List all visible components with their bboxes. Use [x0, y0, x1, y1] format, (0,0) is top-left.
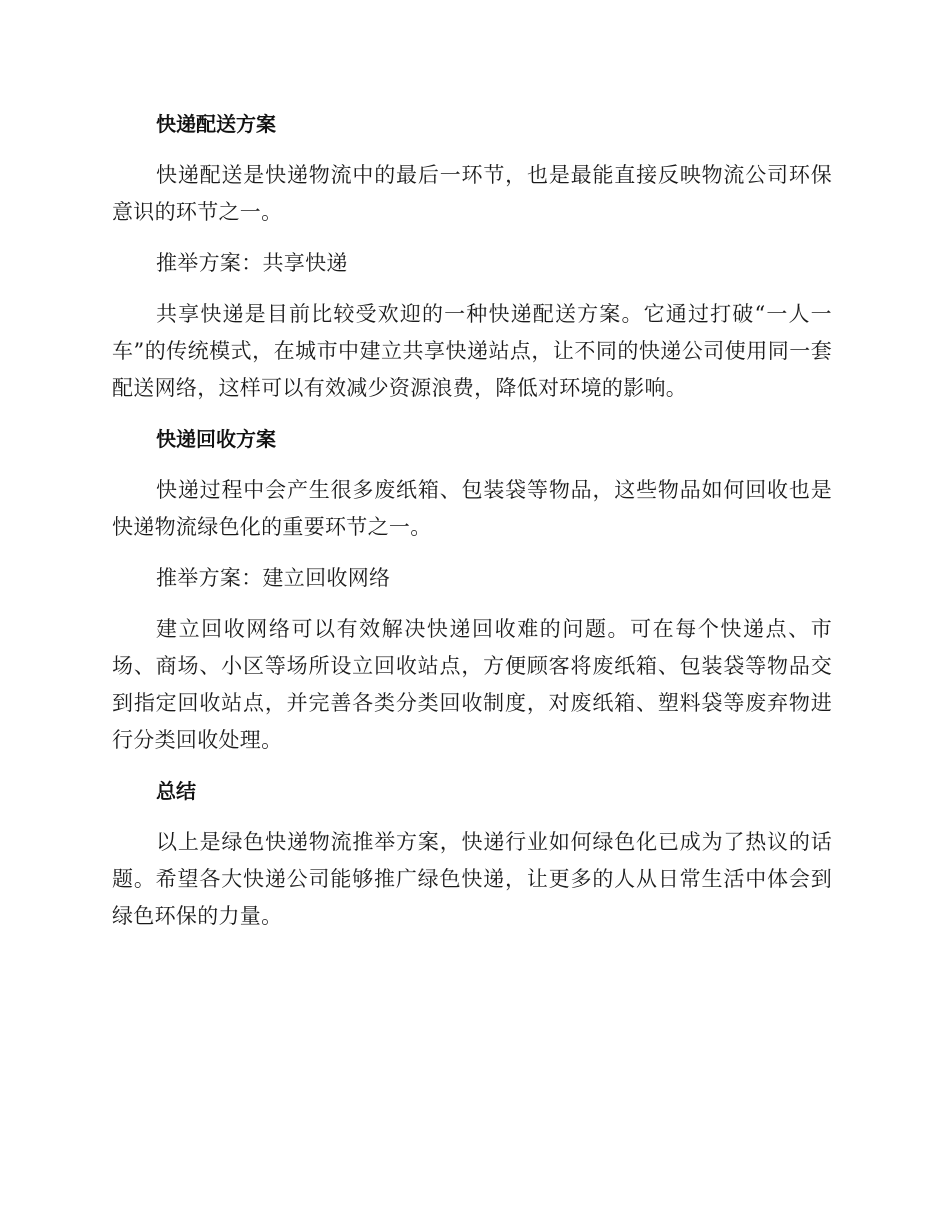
delivery-intro-paragraph: 快递配送是快递物流中的最后一环节，也是最能直接反映物流公司环保意识的环节之一。 [112, 163, 832, 224]
section-heading-summary: 总结 [156, 779, 196, 803]
recycling-detail-paragraph: 建立回收网络可以有效解决快递回收难的问题。可在每个快递点、市场、商场、小区等场所设立回收站点，方便顾客将废纸箱、包装袋等物品交到指定回收站点，并完善各类分类回收制度，对废纸箱、塑料袋等废弃物进行分类回收处理。 [112, 617, 832, 752]
delivery-recommendation: 推举方案：共享快递 [156, 251, 348, 275]
section-heading-delivery: 快递配送方案 [156, 112, 276, 136]
recycling-intro-paragraph: 快递过程中会产生很多废纸箱、包装袋等物品，这些物品如何回收也是快递物流绿色化的重要环节之一。 [112, 478, 832, 539]
summary-paragraph: 以上是绿色快递物流推举方案，快递行业如何绿色化已成为了热议的话题。希望各大快递公司能够推广绿色快递，让更多的人从日常生活中体会到绿色环保的力量。 [112, 830, 832, 928]
recycling-recommendation: 推举方案：建立回收网络 [156, 566, 391, 590]
section-heading-recycling: 快递回收方案 [156, 427, 276, 451]
document-body [112, 106, 832, 949]
delivery-detail-paragraph: 共享快递是目前比较受欢迎的一种快递配送方案。它通过打破“一人一车”的传统模式，在城市中建立共享快递站点，让不同的快递公司使用同一套配送网络，这样可以有效减少资源浪费，降低对环境的影响。 [112, 302, 832, 400]
